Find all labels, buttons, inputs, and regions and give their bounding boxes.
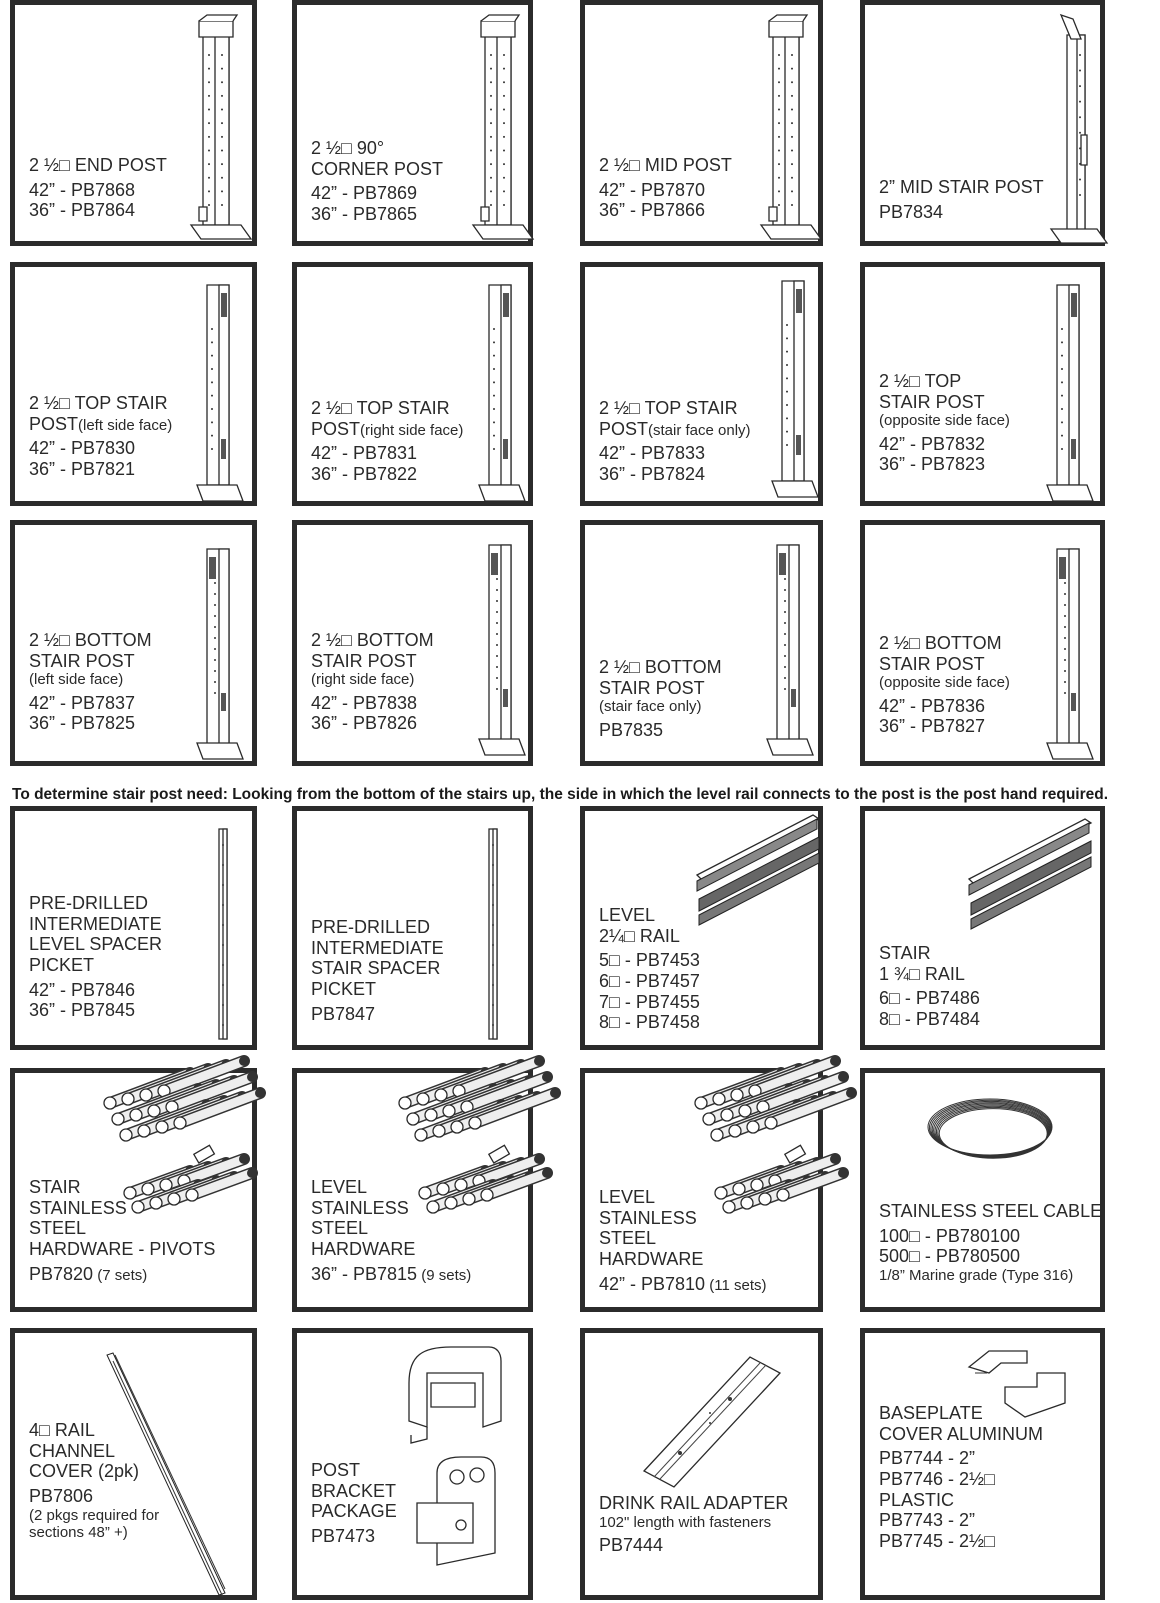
product-text <box>879 371 1010 475</box>
product-text <box>29 155 167 221</box>
product-title-line: CHANNEL <box>29 1440 116 1461</box>
product-code: 42” - PB7830 <box>29 438 136 459</box>
product-title-line: PICKET <box>29 955 95 976</box>
product-subtitle: (stair face only) <box>599 698 702 716</box>
product-code: 7□ - PB7455 <box>599 991 700 1012</box>
product-subtitle: (left side face) <box>29 671 124 689</box>
product-title-line: 1 ¾□ RAIL <box>879 963 965 984</box>
product-title-line: STAIR POST <box>879 653 985 674</box>
product-subtitle: (right side face) <box>311 671 415 689</box>
product-code: PB7806 <box>29 1486 94 1507</box>
product-text <box>29 630 152 734</box>
product-text <box>311 1460 397 1547</box>
product-title-line: LEVEL <box>599 1187 656 1207</box>
product-title-line: INTERMEDIATE <box>311 937 444 958</box>
product-footnote: 1/8” Marine grade (Type 316) <box>879 1267 1074 1285</box>
product-card-mid-stair-post <box>860 0 1105 246</box>
product-card-top-stair-right <box>292 262 533 506</box>
product-title-line: 2 ½□ TOP STAIR <box>29 393 168 413</box>
rail-icon <box>693 815 823 955</box>
product-code: 42” - PB7868 <box>29 179 136 200</box>
product-footnote: (2 pkgs required for <box>29 1506 160 1524</box>
product-title-line: 2” MID STAIR POST <box>879 177 1044 197</box>
product-title-line: STAIR SPACER <box>311 958 441 979</box>
product-code: 6□ - PB7486 <box>879 988 980 1009</box>
product-code: 42” - PB7846 <box>29 979 136 1000</box>
product-card-end-post <box>10 0 257 246</box>
product-code: PB7473 <box>311 1526 376 1547</box>
product-title-line: STAIR POST <box>599 677 705 698</box>
product-code: 42” - PB7832 <box>879 433 986 454</box>
product-title-line: STEEL <box>29 1218 87 1239</box>
product-card-top-stair-opposite <box>860 262 1105 506</box>
product-code: 42” - PB7810 (11 sets) <box>599 1273 767 1294</box>
product-title-line: POST(right side face) <box>311 418 464 439</box>
product-card-bottom-stair-face <box>580 520 823 766</box>
product-subtitle: 102" length with fasteners <box>599 1513 772 1531</box>
product-text <box>879 633 1010 737</box>
product-code: PLASTIC <box>879 1489 955 1510</box>
product-code: PB7834 <box>879 201 944 222</box>
product-title-line: 2 ½□ BOTTOM <box>29 630 152 650</box>
product-text <box>311 630 434 734</box>
product-code: 36” - PB7821 <box>29 459 136 480</box>
product-title-line: PACKAGE <box>311 1501 397 1522</box>
product-title-line: STAINLESS <box>599 1207 697 1228</box>
product-code: 42” - PB7870 <box>599 179 706 200</box>
product-code: 6□ - PB7457 <box>599 971 700 992</box>
product-text <box>599 905 700 1033</box>
product-card-drink-rail-adapter <box>580 1328 823 1600</box>
product-title-line: DRINK RAIL ADAPTER <box>599 1493 789 1513</box>
bottom-stair-post-icon <box>195 543 245 773</box>
product-title-line: HARDWARE <box>599 1249 704 1270</box>
product-code: 36” - PB7866 <box>599 200 706 221</box>
product-card-bottom-stair-left <box>10 520 257 766</box>
product-text <box>311 398 463 485</box>
product-card-baseplate-cover <box>860 1328 1105 1600</box>
product-title-line: BRACKET <box>311 1480 397 1501</box>
product-code: 36” - PB7825 <box>29 713 136 734</box>
product-card-bottom-stair-opposite <box>860 520 1105 766</box>
product-title-line: PRE-DRILLED <box>311 917 431 937</box>
product-code: PB7744 - 2” <box>879 1448 976 1469</box>
product-code: PB7743 - 2” <box>879 1510 976 1531</box>
product-subtitle: (opposite side face) <box>879 674 1010 692</box>
product-title-line: COVER (2pk) <box>29 1461 140 1482</box>
product-title-line: INTERMEDIATE <box>29 913 162 934</box>
product-title-line: 4□ RAIL <box>29 1420 95 1440</box>
product-code: 36” - PB7824 <box>599 464 706 485</box>
product-title-suffix: (stair face only) <box>648 421 751 439</box>
product-title-line: BASEPLATE <box>879 1403 983 1423</box>
product-code: 36” - PB7827 <box>879 716 986 737</box>
product-code: 42” - PB7838 <box>311 692 418 713</box>
product-text <box>879 943 980 1030</box>
product-code-suffix: (9 sets) <box>417 1266 472 1284</box>
product-title-line: 2 ½□ BOTTOM <box>879 633 1002 653</box>
product-title-line: 2 ½□ MID POST <box>599 155 732 175</box>
product-code: PB7835 <box>599 719 664 740</box>
product-title-line: STAINLESS <box>311 1197 409 1218</box>
product-code-suffix: (7 sets) <box>93 1266 148 1284</box>
product-code: PB7746 - 2½□ <box>879 1469 995 1490</box>
post-bracket-icon <box>397 1343 507 1573</box>
drink-rail-icon <box>640 1353 790 1493</box>
product-card-stair-spacer-picket <box>292 806 533 1050</box>
product-code-suffix: (11 sets) <box>705 1276 767 1294</box>
bottom-stair-post-icon <box>765 539 815 769</box>
product-card-rail-channel-cover <box>10 1328 257 1600</box>
product-title-line: PRE-DRILLED <box>29 893 149 913</box>
product-title-line: 2 ½□ BOTTOM <box>311 630 434 650</box>
product-title-line: 2 ½□ 90° <box>311 138 385 158</box>
product-code: 42” - PB7869 <box>311 183 418 204</box>
corner-post-icon <box>467 15 537 247</box>
product-title-line: HARDWARE - PIVOTS <box>29 1239 216 1260</box>
product-title-line: STAIR POST <box>29 650 135 671</box>
product-code: 36” - PB7845 <box>29 1000 136 1021</box>
mid-post-icon <box>755 15 825 247</box>
product-card-mid-post <box>580 0 823 246</box>
product-title-line: STAIR <box>879 943 931 963</box>
spacer-picket-icon <box>479 825 509 1047</box>
product-title-line: POST(left side face) <box>29 413 173 434</box>
product-text <box>879 1201 1102 1284</box>
end-post-icon <box>185 15 255 247</box>
cable-coil-icon <box>920 1085 1060 1175</box>
product-title-line: STEEL <box>311 1218 369 1239</box>
product-title-line: 2 ½□ TOP STAIR <box>311 398 450 418</box>
bottom-stair-post-icon <box>477 539 527 769</box>
product-title-line: 2¼□ RAIL <box>599 925 680 946</box>
product-code: PB7745 - 2½□ <box>879 1531 995 1552</box>
product-code: 36” - PB7826 <box>311 713 418 734</box>
product-code: 100□ - PB780100 <box>879 1225 1020 1246</box>
product-card-post-bracket <box>292 1328 533 1600</box>
product-code: 8□ - PB7458 <box>599 1012 700 1033</box>
product-footnote: sections 48” +) <box>29 1524 128 1541</box>
product-title-line: LEVEL SPACER <box>29 934 163 955</box>
product-code: 42” - PB7831 <box>311 443 418 464</box>
product-card-top-stair-left <box>10 262 257 506</box>
product-code: 36” - PB7864 <box>29 200 136 221</box>
product-code: 36” - PB7822 <box>311 464 418 485</box>
product-text <box>879 177 1044 222</box>
product-title-line: LEVEL <box>311 1177 368 1197</box>
product-code: PB7847 <box>311 1003 376 1024</box>
product-title-line: 2 ½□ END POST <box>29 155 167 175</box>
product-text <box>29 393 172 480</box>
product-title-line: COVER ALUMINUM <box>879 1423 1044 1444</box>
product-text <box>599 657 722 740</box>
product-code: PB7820 (7 sets) <box>29 1263 148 1284</box>
product-text <box>29 1177 215 1284</box>
product-text <box>29 1420 159 1541</box>
product-card-cable <box>860 1068 1105 1312</box>
top-stair-post-icon <box>477 279 527 509</box>
product-text <box>29 893 162 1021</box>
product-text <box>599 155 732 221</box>
product-card-level-spacer-picket <box>10 806 257 1050</box>
top-stair-post-icon <box>1045 279 1095 509</box>
product-card-level-rail <box>580 806 823 1050</box>
product-code: 42” - PB7836 <box>879 695 986 716</box>
product-text <box>311 138 443 225</box>
product-card-stair-hardware-pivots <box>10 1068 257 1312</box>
product-title-line: STAINLESS STEEL CABLE <box>879 1201 1103 1221</box>
product-code: 8□ - PB7484 <box>879 1009 980 1030</box>
product-title-line: STAINLESS <box>29 1197 127 1218</box>
product-text <box>599 398 751 485</box>
product-title-line: LEVEL <box>599 905 656 925</box>
product-title-line: POST <box>311 1460 361 1480</box>
top-stair-post-icon <box>770 275 820 509</box>
product-code: 36” - PB7815 (9 sets) <box>311 1263 472 1284</box>
product-title-suffix: (right side face) <box>360 421 464 439</box>
product-title-line: CORNER POST <box>311 158 444 179</box>
mid-stair-post-icon <box>1043 15 1113 247</box>
product-title-line: STAIR POST <box>311 650 417 671</box>
product-card-level-hardware-42 <box>580 1068 823 1312</box>
product-code: 500□ - PB780500 <box>879 1246 1020 1267</box>
product-title-line: PICKET <box>311 979 377 1000</box>
stair-post-note: To determine stair post need: Looking from the bottom of the stairs up, the side in which the level rail connects to the post is the post hand required. <box>12 786 1109 803</box>
product-code: 42” - PB7833 <box>599 443 706 464</box>
product-title-suffix: (left side face) <box>78 416 173 434</box>
product-title-line: STAIR POST <box>879 391 985 412</box>
product-title-line: 2 ½□ TOP STAIR <box>599 398 738 418</box>
product-code: 5□ - PB7453 <box>599 950 700 971</box>
product-text <box>599 1187 766 1294</box>
rail-icon <box>965 819 1100 949</box>
product-code: PB7444 <box>599 1534 664 1555</box>
product-text <box>311 917 444 1024</box>
product-card-top-stair-face <box>580 262 823 506</box>
spacer-picket-icon <box>209 825 239 1047</box>
product-code: 36” - PB7865 <box>311 204 418 225</box>
product-card-bottom-stair-right <box>292 520 533 766</box>
product-code: 36” - PB7823 <box>879 454 986 475</box>
product-card-level-hardware-36 <box>292 1068 533 1312</box>
product-title-line: STAIR <box>29 1177 81 1197</box>
product-text <box>599 1493 788 1556</box>
product-subtitle: (opposite side face) <box>879 412 1010 430</box>
product-text <box>311 1177 471 1284</box>
product-code: 42” - PB7837 <box>29 692 136 713</box>
product-title-line: STEEL <box>599 1228 657 1249</box>
product-text <box>879 1403 1043 1552</box>
product-title-line: 2 ½□ TOP <box>879 371 962 391</box>
product-title-line: POST(stair face only) <box>599 418 751 439</box>
product-title-line: 2 ½□ BOTTOM <box>599 657 722 677</box>
product-card-corner-post <box>292 0 533 246</box>
product-card-stair-rail <box>860 806 1105 1050</box>
bottom-stair-post-icon <box>1045 543 1095 773</box>
top-stair-post-icon <box>195 279 245 509</box>
product-title-line: HARDWARE <box>311 1239 416 1260</box>
